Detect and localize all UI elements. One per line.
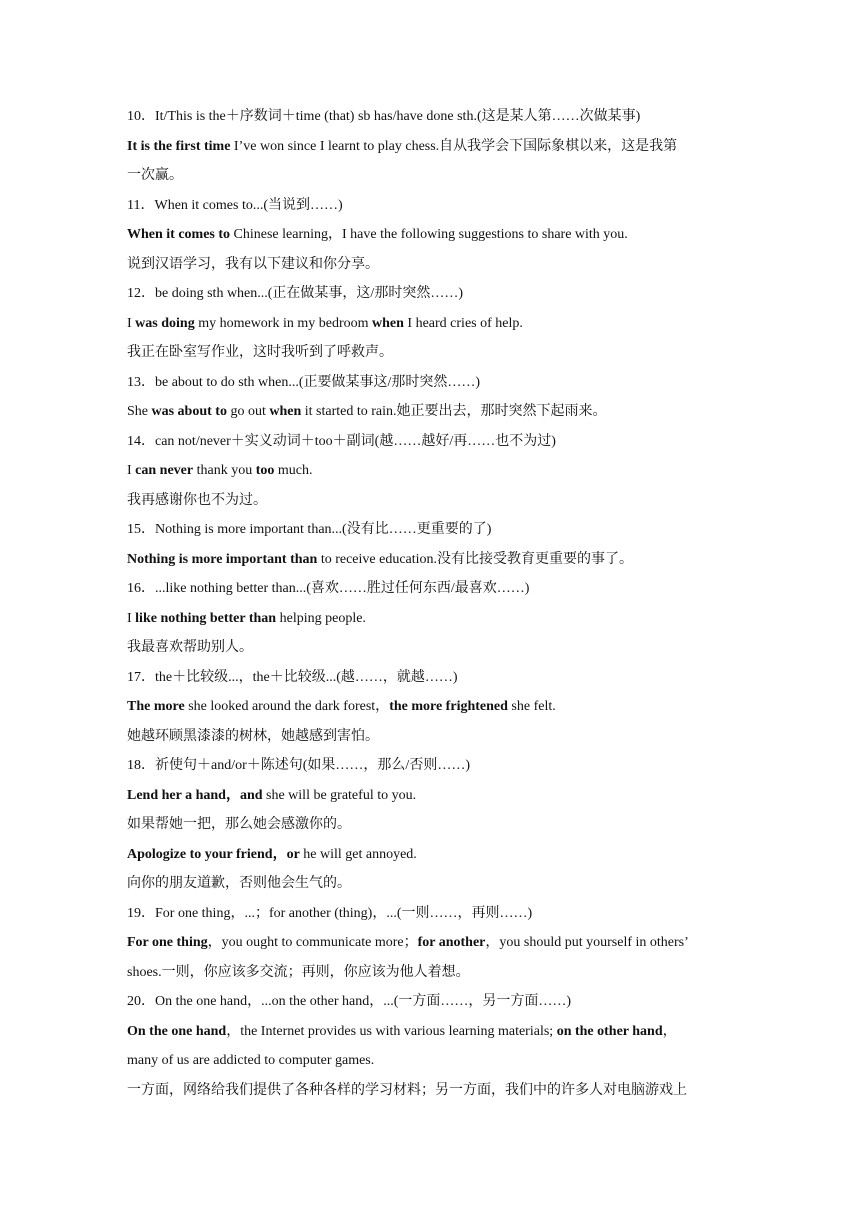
text-segment: it started to rain.她正要出去，那时突然下起雨来。 (301, 404, 607, 419)
text-line (127, 427, 739, 457)
text-line (127, 515, 739, 545)
bold-phrase: On the one hand (127, 1023, 227, 1039)
text-segment: ，you ought to communicate more； (207, 935, 418, 950)
text-segment: 11．When it comes to...(当说到……) (127, 197, 343, 213)
text-segment: 18．祈使句＋and/or＋陈述句(如果……，那么/否则……) (127, 758, 470, 773)
text-line (127, 338, 739, 368)
text-segment: 如果帮她一把，那么她会感激你的。 (127, 817, 351, 832)
text-line (127, 840, 739, 870)
bold-phrase: can never (135, 463, 194, 478)
text-line (127, 486, 739, 516)
bold-phrase: when (269, 404, 302, 419)
text-segment: 她越环顾黑漆漆的树林，她越感到害怕。 (127, 728, 379, 744)
text-segment: 13．be about to do sth when...(正要做某事这/那时突然……) (127, 374, 481, 390)
text-line (127, 722, 739, 752)
text-segment: 一次赢。 (127, 168, 183, 183)
text-line (127, 250, 739, 280)
text-line (127, 633, 739, 663)
text-segment: she will be grateful to you. (262, 787, 417, 803)
bold-phrase: was doing (135, 315, 195, 331)
text-segment: I (127, 610, 136, 626)
text-segment: my homework in my bedroom (194, 315, 373, 331)
text-line (127, 781, 739, 811)
text-segment: 14．can not/never＋实义动词＋too＋副词(越……越好/再……也不为过) (127, 433, 556, 449)
text-line (127, 1076, 739, 1106)
text-line (127, 987, 739, 1017)
text-segment: I (127, 463, 136, 478)
bold-phrase: was about to (151, 404, 227, 419)
bold-phrase: For one thing (127, 935, 208, 950)
bold-phrase: When it comes to (127, 227, 231, 242)
text-segment: 10．It/This is the＋序数词＋time (that) sb has/have done sth.(这是某人第……次做某事) (127, 109, 641, 124)
text-segment: go out (226, 404, 270, 419)
text-segment: ，you should put yourself in others’ (485, 935, 689, 950)
text-line (127, 604, 739, 634)
text-segment: 12．be doing sth when...(正在做某事，这/那时突然……) (127, 286, 463, 301)
bold-phrase: on the other hand (556, 1023, 663, 1039)
text-line (127, 368, 739, 398)
text-line (127, 309, 739, 339)
text-line (127, 102, 739, 132)
text-line (127, 456, 739, 486)
text-line (127, 751, 739, 781)
text-line (127, 397, 739, 427)
text-segment: ， (662, 1023, 677, 1039)
bold-phrase: It is the first time (127, 138, 231, 154)
text-line (127, 545, 739, 575)
text-segment: I’ve won since I learnt to play chess.自从我学会下国际象棋以来，这是我第 (230, 138, 678, 154)
text-segment: 17．the＋比较级...，the＋比较级...(越……，就越……) (127, 669, 458, 685)
text-segment: thank you (193, 463, 256, 478)
text-line (127, 1017, 739, 1047)
text-segment: I heard cries of help. (403, 315, 523, 331)
text-segment: 向你的朋友道歉，否则他会生气的。 (127, 876, 351, 891)
text-segment: many of us are addicted to computer games. (127, 1053, 375, 1068)
text-segment: 我正在卧室写作业，这时我听到了呼救声。 (127, 345, 393, 360)
text-segment: she felt. (507, 699, 556, 714)
bold-phrase: too (255, 463, 275, 478)
document-body (127, 102, 739, 1105)
text-line (127, 161, 739, 191)
text-segment: 20．On the one hand，...on the other hand，...(一方面……，另一方面……) (127, 994, 572, 1009)
bold-phrase: Apologize to your friend，or (127, 846, 300, 862)
text-segment: much. (274, 463, 313, 478)
text-segment: helping people. (276, 610, 366, 626)
text-segment: 一方面，网络给我们提供了各种各样的学习材料；另一方面，我们中的许多人对电脑游戏上 (127, 1082, 687, 1098)
text-segment: 我最喜欢帮助别人。 (127, 640, 253, 655)
text-segment: 19．For one thing，...；for another (thing)，...(一则……，再则……) (127, 905, 533, 921)
text-line (127, 692, 739, 722)
text-segment: 16．...like nothing better than...(喜欢……胜过任何东西/最喜欢……) (127, 581, 530, 596)
bold-phrase: Nothing is more important than (127, 551, 318, 567)
text-segment: shoes.一则，你应该多交流；再则，你应该为他人着想。 (127, 964, 470, 980)
text-segment: Chinese learning，I have the following suggestions to share with you. (230, 227, 628, 242)
text-segment: 我再感谢你也不为过。 (127, 492, 267, 508)
text-line (127, 191, 739, 221)
text-segment: 说到汉语学习，我有以下建议和你分享。 (127, 256, 379, 272)
text-line (127, 928, 739, 958)
text-line (127, 958, 739, 988)
text-segment: she looked around the dark forest， (184, 699, 390, 714)
text-line (127, 279, 739, 309)
text-line (127, 1046, 739, 1076)
text-line (127, 574, 739, 604)
text-line (127, 663, 739, 693)
bold-phrase: like nothing better than (135, 610, 277, 626)
text-line (127, 810, 739, 840)
text-line (127, 220, 739, 250)
text-segment: 15．Nothing is more important than...(没有比……更重要的了) (127, 522, 492, 537)
bold-phrase: The more (127, 699, 185, 714)
text-line (127, 899, 739, 929)
text-segment: he will get annoyed. (299, 846, 417, 862)
text-segment: I (127, 315, 136, 331)
text-segment: to receive education.没有比接受教育更重要的事了。 (317, 551, 634, 567)
text-segment: She (127, 404, 152, 419)
bold-phrase: the more frightened (389, 699, 508, 714)
text-segment: ，the Internet provides us with various learning materials; (226, 1023, 557, 1039)
bold-phrase: for another (417, 935, 486, 950)
bold-phrase: when (372, 315, 404, 331)
text-line (127, 132, 739, 162)
text-line (127, 869, 739, 899)
bold-phrase: Lend her a hand，and (127, 787, 263, 803)
